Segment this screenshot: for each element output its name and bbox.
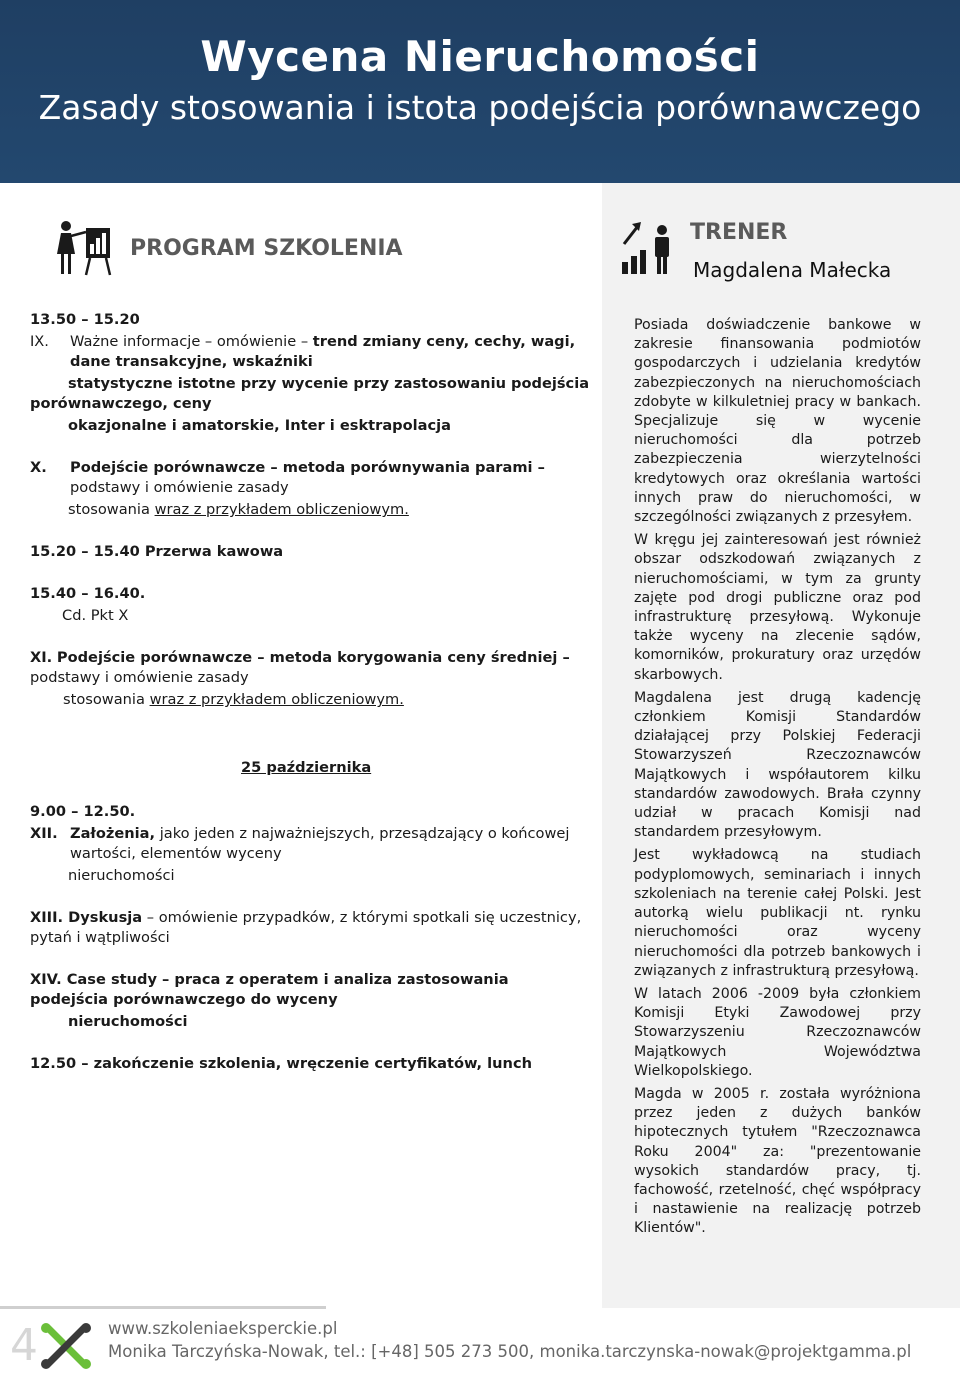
coffee-break: 15.20 – 15.40 Przerwa kawowa (30, 543, 284, 560)
time-slot-1: 13.50 – 15.20 (30, 311, 140, 328)
bio-paragraph: Magdalena jest drugą kadencję członkiem Komisji Standardów działającej przy Polskiej Federacji Stowarzyszeń Rzeczoznawców Majątkowych i współautorem kilku standardów zawodowych. Brała czynny udział w pracach Komisji nad standardem przesyłowym. (634, 689, 921, 841)
time-slot-2: 15.40 – 16.40. (30, 585, 146, 602)
bio-paragraph: Magda w 2005 r. została wyróżniona przez jeden z dużych banków hipotecznych tytułem "Rzeczoznawca Roku 2004" za: "prezentowanie wysokich standardów pracy, tj. fachowość, rzetelność, chęć współpracy i nastawienie na realizację potrzeb Klientów". (634, 1085, 921, 1237)
page-number: 4 (10, 1320, 38, 1371)
item-number: XII. (30, 825, 58, 842)
continuation-note: Cd. Pkt X (62, 607, 129, 624)
item-xi: XI. Podejście porównawcze – metoda korygowania ceny średniej – podstawy i omówienie zasady (30, 649, 570, 686)
item-x-line-2: stosowania wraz z przykładem obliczeniowym. (68, 501, 409, 518)
footer-contact: Monika Tarczyńska-Nowak, tel.: [+48] 505 273 500, monika.tarczynska-nowak@projektgamma.pl (108, 1342, 912, 1361)
bio-paragraph: W latach 2006 -2009 była członkiem Komisji Etyki Zawodowej przy Stowarzyszeniu Rzeczoznawców Majątkowych Województwa Wielkopolskiego. (634, 985, 921, 1079)
program-heading: PROGRAM SZKOLENIA (130, 236, 403, 261)
item-xiii: XIII. Dyskusja – omówienie przypadków, z którymi spotkali się uczestnicy, pytań i wątpliwości (30, 909, 582, 946)
bio-paragraph: Posiada doświadczenie bankowe w zakresie finansowania podmiotów gospodarczych i udzielania kredytów zabezpieczonych na nieruchomościach zdobyte w kilkuletniej pracy w bankach. Specjalizuje się w wycenie nieruchomości dla potrzeb zabezpieczenia wierzytelności kredytowych oraz określania wartości innych praw do nieruchomości, w szczególności związanych z przesyłem. (634, 317, 921, 526)
page-title: Wycena Nieruchomości (200, 32, 760, 81)
time-slot-3: 9.00 – 12.50. (30, 803, 136, 820)
presenter-icon (52, 220, 114, 278)
company-logo-icon (38, 1322, 94, 1370)
item-xii: XII. Założenia, jako jeden z najważniejszych, przesądzający o końcowej wartości, elementów wyceny (30, 825, 570, 862)
bio-paragraph: W kręgu jej zainteresowań jest również obszar odszkodowań związanych z nieruchomościami, w tym za grunty zajęte pod drogi publiczne oraz pod infrastrukturę przesyłową. Wykonuje także wyceny na zlecenie sądów, komorników, prokuratury oraz urzędów skarbowych. (634, 532, 921, 683)
item-ix: IX. Ważne informacje – omówienie – trend zmiany ceny, cechy, wagi, dane transakcyjne, wskaźniki (30, 333, 576, 370)
item-xi-line-2: stosowania wraz z przykładem obliczeniowym. (63, 691, 404, 708)
item-number: IX. (30, 333, 49, 350)
bio-paragraph: Jest wykładowcą na studiach podyplomowych, seminariach i innych szkoleniach na terenie całej Polski. Jest autorką wielu publikacji nt. rynku nieruchomości oraz wyceny nieruchomości dla potrzeb bankowych i związanych z infrastrukturą przesyłową. (634, 847, 921, 979)
trainer-icon (620, 216, 676, 276)
header-banner (0, 0, 960, 183)
page-subtitle: Zasady stosowania i istota podejścia porównawczego (38, 88, 922, 127)
item-number: X. (30, 459, 47, 476)
item-ix-line-2: statystyczne istotne przy wycenie przy zastosowaniu podejścia porównawczego, ceny (30, 375, 590, 412)
trainer-bio (634, 316, 921, 1243)
item-ix-line-3: okazjonalne i amatorskie, Inter i esktrapolacja (68, 417, 452, 434)
footer-website[interactable]: www.szkoleniaeksperckie.pl (108, 1319, 338, 1338)
footer-divider (0, 1306, 326, 1309)
trainer-heading: TRENER (690, 220, 788, 245)
item-xiv: XIV. Case study – praca z operatem i analiza zastosowania podejścia porównawczego do wyceny (30, 971, 509, 1008)
day-2-date: 25 października (241, 759, 372, 776)
closing: 12.50 – zakończenie szkolenia, wręczenie certyfikatów, lunch (30, 1055, 532, 1072)
trainer-name: Magdalena Małecka (693, 258, 892, 282)
item-xii-line-2: nieruchomości (68, 867, 175, 884)
item-xiv-line-2: nieruchomości (68, 1013, 188, 1030)
item-x: X. Podejście porównawcze – metoda porównywania parami – podstawy i omówienie zasady (30, 459, 545, 496)
schedule (30, 310, 590, 1074)
